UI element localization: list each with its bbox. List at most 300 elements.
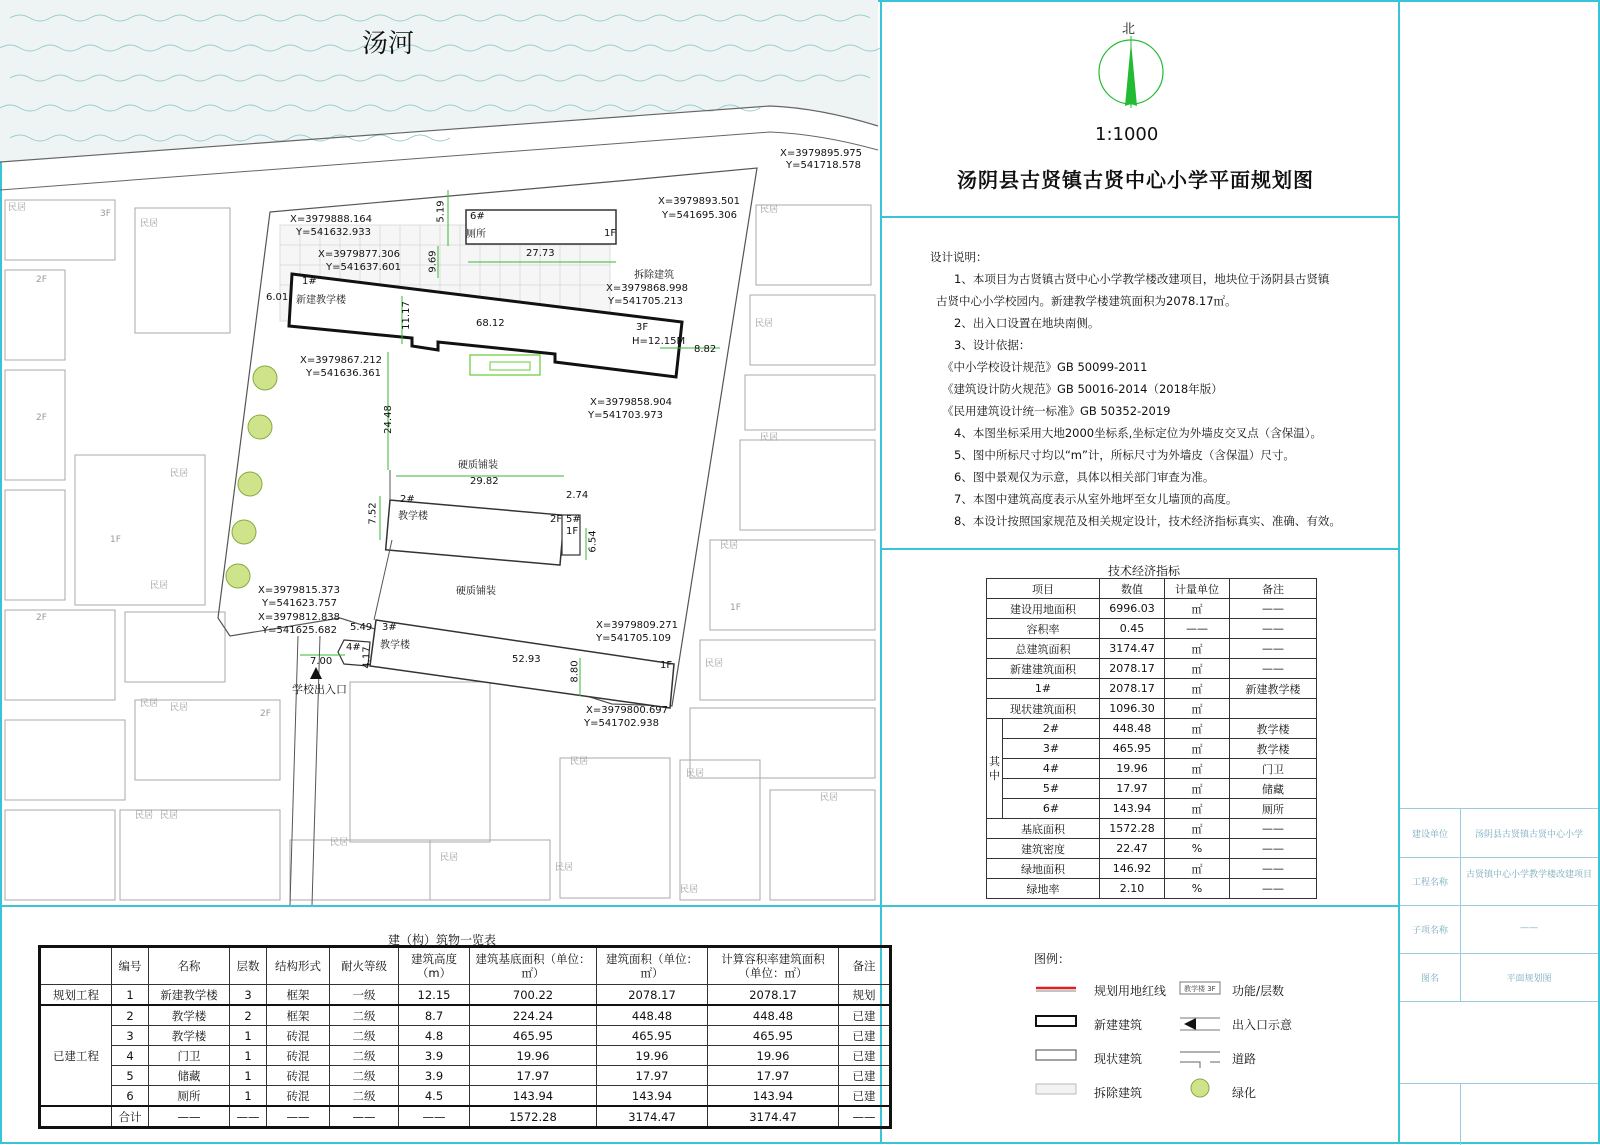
table-cell: 2.10 — [1100, 879, 1165, 899]
coord-x-8: X=3979815.373 — [258, 585, 341, 596]
table-row — [987, 659, 1317, 679]
table-row — [40, 947, 891, 985]
dim-52-93: 52.93 — [512, 654, 541, 665]
table-row — [987, 799, 1317, 819]
table-cell: 4 — [112, 1046, 149, 1066]
side-value: —— — [1520, 923, 1538, 933]
table-cell: 1 — [230, 1046, 267, 1066]
coord-y-6: Y=541636.361 — [306, 368, 381, 379]
svg-text:民居: 民居 — [760, 433, 779, 443]
table-cell: 建筑基底面积（单位：㎡） — [470, 947, 597, 985]
note-line: 《民用建筑设计统一标准》GB 50352-2019 — [942, 404, 1171, 418]
table-cell: —— — [1230, 839, 1317, 859]
table-cell: —— — [1230, 819, 1317, 839]
scale-label: 1:1000 — [1095, 124, 1159, 145]
new-building-icon — [1036, 1016, 1076, 1026]
table-cell: 备注 — [839, 947, 891, 985]
svg-text:2F: 2F — [260, 709, 271, 719]
coord-y-10: Y=541705.109 — [596, 633, 671, 644]
note-line: 古贤中心小学校园内。新建教学楼建筑面积为2078.17㎡。 — [936, 294, 1237, 308]
table-row — [987, 839, 1317, 859]
table-cell: 新建教学楼 — [1230, 679, 1317, 699]
label-b3-floors: 1F — [660, 660, 673, 671]
divider-table — [0, 905, 882, 907]
coord-x-2: X=3979893.501 — [658, 196, 741, 207]
tech-table — [986, 578, 1317, 899]
table-cell: —— — [1230, 619, 1317, 639]
svg-text:3F: 3F — [100, 209, 111, 219]
table-cell: 2 — [230, 1005, 267, 1026]
table-cell: 二级 — [330, 1046, 399, 1066]
table-cell: 砖混 — [267, 1086, 330, 1107]
svg-text:民居: 民居 — [680, 885, 699, 895]
coord-y-2: Y=541695.306 — [662, 210, 737, 221]
label-b5: 5# — [566, 514, 581, 525]
svg-text:民居: 民居 — [140, 219, 159, 229]
table-cell: 19.96 — [1100, 759, 1165, 779]
table-cell: —— — [839, 1106, 891, 1128]
table-cell: 1 — [230, 1086, 267, 1107]
table-cell: 建筑高度（m） — [399, 947, 470, 985]
table-cell: 448.48 — [597, 1005, 708, 1026]
table-cell: 1096.30 — [1100, 699, 1165, 719]
demolish-building-icon — [1036, 1084, 1076, 1094]
table-row — [987, 699, 1317, 719]
greenery-icon — [1191, 1079, 1209, 1097]
legend-label: 拆除建筑 — [1094, 1086, 1143, 1100]
dim-9-69: 9.69 — [427, 250, 439, 273]
table-cell: 4# — [1003, 759, 1100, 779]
table-cell: 465.95 — [470, 1026, 597, 1046]
table-cell: 基底面积 — [987, 819, 1100, 839]
svg-text:民居: 民居 — [150, 581, 169, 591]
label-b3-name: 教学楼 — [380, 640, 410, 651]
tech-table-caption: 技术经济指标 — [1108, 564, 1181, 578]
table-cell: 17.97 — [470, 1066, 597, 1086]
table-cell: 4.8 — [399, 1026, 470, 1046]
north-arrow-icon — [1093, 34, 1173, 114]
svg-text:民居: 民居 — [170, 703, 189, 713]
table-cell: 建设用地面积 — [987, 599, 1100, 619]
table-row — [40, 1026, 891, 1046]
table-cell: 规划 — [839, 985, 891, 1006]
table-cell: 一级 — [330, 985, 399, 1006]
table-cell: 门卫 — [1230, 759, 1317, 779]
label-b2-floors: 2F — [550, 514, 563, 525]
note-line: 5、图中所标尺寸均以“m”计，所标尺寸为外墙皮（含保温）尺寸。 — [954, 448, 1295, 462]
table-row — [987, 859, 1317, 879]
table-cell: 砖混 — [267, 1026, 330, 1046]
table-cell: 2078.17 — [597, 985, 708, 1006]
note-line: 设计说明： — [930, 250, 988, 264]
side-label: 图名 — [1420, 974, 1439, 984]
svg-text:2F: 2F — [36, 275, 47, 285]
dim-6-54: 6.54 — [587, 530, 599, 553]
table-cell: 现状建筑面积 — [987, 699, 1100, 719]
coord-y-9: Y=541625.682 — [262, 625, 337, 636]
dim-5-19: 5.19 — [435, 200, 447, 223]
table-cell: —— — [1165, 619, 1230, 639]
table-cell: 1572.28 — [1100, 819, 1165, 839]
table-cell: 建筑密度 — [987, 839, 1100, 859]
table-cell: 3 — [112, 1026, 149, 1046]
table-cell: 教学楼 — [1230, 739, 1317, 759]
table-cell: ㎡ — [1165, 859, 1230, 879]
table-cell: 已建 — [839, 1005, 891, 1026]
table-cell: 名称 — [149, 947, 230, 985]
label-b2: 2# — [400, 494, 415, 505]
note-line: 8、本设计按照国家规范及相关规定设计，技术经济指标真实、准确、有效。 — [954, 514, 1341, 528]
road-icon — [1180, 1052, 1220, 1068]
table-cell: 新建建筑面积 — [987, 659, 1100, 679]
table-cell: 建筑面积（单位：㎡） — [597, 947, 708, 985]
label-b6-name: 厕所 — [466, 229, 486, 240]
group-planned: 规划工程 — [40, 985, 112, 1006]
table-row — [987, 879, 1317, 899]
label-b1-floors: 3F — [636, 322, 649, 333]
table-cell: 3174.47 — [597, 1106, 708, 1128]
note-line: 6、图中景观仅为示意，具体以相关部门审查为准。 — [954, 470, 1215, 484]
table-cell: 22.47 — [1100, 839, 1165, 859]
table-cell: —— — [149, 1106, 230, 1128]
table-cell: 3# — [1003, 739, 1100, 759]
table-cell: 储藏 — [149, 1066, 230, 1086]
group-label: 其中 — [987, 719, 1003, 819]
dim-68-12: 68.12 — [476, 318, 505, 329]
table-header: 备注 — [1230, 579, 1317, 599]
table-cell: 465.95 — [597, 1026, 708, 1046]
table-cell: 厕所 — [1230, 799, 1317, 819]
table-row — [40, 1005, 891, 1026]
label-b1-height: H=12.15M — [632, 336, 686, 347]
table-cell: 储藏 — [1230, 779, 1317, 799]
table-cell: —— — [399, 1106, 470, 1128]
table-cell: 12.15 — [399, 985, 470, 1006]
table-cell: 5 — [112, 1066, 149, 1086]
table-cell: 465.95 — [708, 1026, 839, 1046]
svg-text:民居: 民居 — [720, 541, 739, 551]
table-cell: 17.97 — [597, 1066, 708, 1086]
table-cell: 143.94 — [708, 1086, 839, 1107]
svg-text:民居: 民居 — [705, 659, 724, 669]
table-cell: 0.45 — [1100, 619, 1165, 639]
label-demolish: 拆除建筑 — [634, 270, 674, 281]
legend-label: 规划用地红线 — [1094, 984, 1167, 998]
side-value: 平面规划图 — [1506, 974, 1552, 984]
function-floor-sample: 教学楼 3F — [1184, 985, 1216, 993]
table-cell: 6# — [1003, 799, 1100, 819]
table-cell: 已建 — [839, 1046, 891, 1066]
svg-text:1F: 1F — [110, 535, 121, 545]
table-cell: 教学楼 — [149, 1026, 230, 1046]
note-line: 《中小学校设计规范》GB 50099-2011 — [942, 360, 1148, 374]
table-cell: 1 — [112, 985, 149, 1006]
label-b3: 3# — [382, 622, 397, 633]
svg-text:民居: 民居 — [686, 769, 705, 779]
table-cell: 计算容积率建筑面积（单位：㎡） — [708, 947, 839, 985]
note-line: 2、出入口设置在地块南侧。 — [954, 316, 1100, 330]
coord-y-5: Y=541705.213 — [608, 296, 683, 307]
table-cell: 门卫 — [149, 1046, 230, 1066]
table-header: 计量单位 — [1165, 579, 1230, 599]
coord-x-11: X=3979800.697 — [586, 705, 669, 716]
table-row — [40, 1066, 891, 1086]
svg-text:民居: 民居 — [555, 863, 574, 873]
svg-text:民居: 民居 — [820, 793, 839, 803]
dim-8-80: 8.80 — [569, 660, 581, 683]
north-label: 北 — [1122, 22, 1136, 37]
design-notes — [930, 246, 1380, 532]
table-cell: 已建 — [839, 1026, 891, 1046]
table-cell: 教学楼 — [149, 1005, 230, 1026]
table-cell: 3174.47 — [1100, 639, 1165, 659]
svg-text:1F: 1F — [730, 603, 741, 613]
table-cell: 3.9 — [399, 1066, 470, 1086]
coord-y-4: Y=541637.601 — [326, 262, 401, 273]
svg-text:民居: 民居 — [140, 699, 159, 709]
dim-2-74: 2.74 — [566, 490, 589, 501]
table-cell: ㎡ — [1165, 719, 1230, 739]
table-row — [987, 819, 1317, 839]
table-cell: 2078.17 — [1100, 679, 1165, 699]
table-row — [987, 619, 1317, 639]
table-cell: 5# — [1003, 779, 1100, 799]
table-cell: 8.7 — [399, 1005, 470, 1026]
svg-text:民居: 民居 — [8, 203, 27, 213]
legend-label: 新建建筑 — [1094, 1018, 1143, 1032]
legend-symbols — [1034, 972, 1334, 1112]
dim-7-00: 7.00 — [310, 656, 333, 667]
dim-4-17: 4.17 — [361, 646, 373, 669]
label-paving-1: 硬质铺装 — [458, 460, 498, 471]
label-b4: 4# — [346, 642, 361, 653]
table-cell: 砖混 — [267, 1046, 330, 1066]
table-cell: 2078.17 — [1100, 659, 1165, 679]
table-cell: 框架 — [267, 1005, 330, 1026]
dim-11-17: 11.17 — [400, 301, 412, 330]
table-cell: 1# — [987, 679, 1100, 699]
table-cell: % — [1165, 879, 1230, 899]
table-cell: ㎡ — [1165, 639, 1230, 659]
table-cell: ㎡ — [1165, 799, 1230, 819]
side-value: 汤阴县古贤镇古贤中心小学 — [1474, 830, 1583, 840]
table-cell: 总建筑面积 — [987, 639, 1100, 659]
coord-x-1: X=3979895.975 — [780, 148, 863, 159]
note-line: 4、本图坐标采用大地2000坐标系,坐标定位为外墙皮交叉点（含保温）。 — [954, 426, 1322, 440]
table-row — [987, 739, 1317, 759]
table-cell: 已建 — [839, 1086, 891, 1107]
label-entrance: 学校出入口 — [292, 683, 347, 696]
table-cell: 143.94 — [1100, 799, 1165, 819]
table-cell: ㎡ — [1165, 779, 1230, 799]
table-cell: 层数 — [230, 947, 267, 985]
table-cell: 二级 — [330, 1066, 399, 1086]
table-cell: ㎡ — [1165, 759, 1230, 779]
table-cell: 224.24 — [470, 1005, 597, 1026]
label-b1-name: 新建教学楼 — [296, 295, 346, 306]
table-row — [40, 1106, 891, 1128]
title-block — [1400, 808, 1598, 1145]
svg-text:2F: 2F — [36, 413, 47, 423]
table-cell: —— — [1230, 859, 1317, 879]
table-row — [40, 1046, 891, 1066]
table-cell: 容积率 — [987, 619, 1100, 639]
legend-label: 现状建筑 — [1094, 1052, 1143, 1066]
table-row — [987, 639, 1317, 659]
entrance-icon — [1184, 1018, 1196, 1030]
table-cell: 17.97 — [708, 1066, 839, 1086]
coord-y-8: Y=541623.757 — [262, 598, 337, 609]
coord-y-7: Y=541703.973 — [588, 410, 663, 421]
svg-text:民居: 民居 — [760, 205, 779, 215]
table-cell: 6996.03 — [1100, 599, 1165, 619]
table-cell: —— — [267, 1106, 330, 1128]
table-cell: 700.22 — [470, 985, 597, 1006]
coord-x-5: X=3979868.998 — [606, 283, 689, 294]
label-b6-floors: 1F — [604, 228, 617, 239]
label-b5-floors: 1F — [566, 526, 579, 537]
dim-29-82: 29.82 — [470, 476, 499, 487]
legend-label: 绿化 — [1232, 1086, 1257, 1100]
table-cell: 框架 — [267, 985, 330, 1006]
table-cell: ㎡ — [1165, 819, 1230, 839]
table-cell: 编号 — [112, 947, 149, 985]
table-cell: 教学楼 — [1230, 719, 1317, 739]
table-cell: —— — [230, 1106, 267, 1128]
svg-text:民居: 民居 — [330, 838, 349, 848]
table-cell: ㎡ — [1165, 659, 1230, 679]
building-table — [38, 945, 892, 1129]
legend-label: 出入口示意 — [1232, 1018, 1293, 1032]
table-cell: —— — [1230, 599, 1317, 619]
table-row — [40, 985, 891, 1006]
table-cell: —— — [1230, 659, 1317, 679]
legend-label: 功能/层数 — [1232, 984, 1285, 998]
table-header: 项目 — [987, 579, 1100, 599]
table-cell: 结构形式 — [267, 947, 330, 985]
table-row — [987, 759, 1317, 779]
table-cell: 砖混 — [267, 1066, 330, 1086]
table-cell: 143.94 — [597, 1086, 708, 1107]
group-built: 已建工程 — [40, 1005, 112, 1106]
svg-text:民居: 民居 — [440, 853, 459, 863]
table-row — [40, 1086, 891, 1107]
table-cell: 已建 — [839, 1066, 891, 1086]
coord-x-3: X=3979888.164 — [290, 214, 373, 225]
svg-text:民居: 民居 — [135, 811, 154, 821]
svg-text:民居: 民居 — [755, 319, 774, 329]
building-table-caption: 建（构）筑物一览表 — [388, 933, 497, 947]
existing-building-icon — [1036, 1050, 1076, 1060]
coord-y-11: Y=541702.938 — [584, 718, 659, 729]
table-row — [987, 719, 1317, 739]
table-header: 数值 — [1100, 579, 1165, 599]
svg-text:民居: 民居 — [170, 469, 189, 479]
table-cell: 厕所 — [149, 1086, 230, 1107]
table-cell: 143.94 — [470, 1086, 597, 1107]
table-cell: 19.96 — [597, 1046, 708, 1066]
table-cell: ㎡ — [1165, 679, 1230, 699]
table-cell: —— — [1230, 639, 1317, 659]
side-label: 子项名称 — [1411, 926, 1448, 936]
table-cell: 2 — [112, 1005, 149, 1026]
table-cell: 耐火等级 — [330, 947, 399, 985]
table-cell: 新建教学楼 — [149, 985, 230, 1006]
table-cell: ㎡ — [1165, 699, 1230, 719]
divider-title — [880, 216, 1400, 218]
table-cell: 19.96 — [470, 1046, 597, 1066]
divider-legend — [880, 905, 1400, 907]
coord-y-1: Y=541718.578 — [786, 160, 861, 171]
dim-6-01: 6.01 — [266, 292, 289, 303]
divider-notes — [880, 548, 1400, 550]
table-cell: 绿地面积 — [987, 859, 1100, 879]
table-cell: 448.48 — [708, 1005, 839, 1026]
dim-24-48: 24.48 — [382, 405, 394, 434]
table-cell: —— — [1230, 879, 1317, 899]
label-paving-2: 硬质铺装 — [456, 586, 496, 597]
dim-8-82: 8.82 — [694, 344, 717, 355]
table-cell: 4.5 — [399, 1086, 470, 1107]
river-label: 汤河 — [362, 29, 415, 59]
table-cell: 465.95 — [1100, 739, 1165, 759]
table-cell: 2# — [1003, 719, 1100, 739]
table-cell: 二级 — [330, 1086, 399, 1107]
side-label: 工程名称 — [1411, 878, 1448, 888]
table-cell: ㎡ — [1165, 739, 1230, 759]
plan-labels — [0, 0, 880, 905]
dim-5-49: 5.49 — [350, 622, 373, 633]
table-cell: 1 — [230, 1066, 267, 1086]
side-value: 古贤镇中心小学教学楼改建项目 — [1465, 870, 1592, 880]
table-cell: ㎡ — [1165, 599, 1230, 619]
side-label: 建设单位 — [1411, 830, 1448, 840]
table-cell: 17.97 — [1100, 779, 1165, 799]
table-cell: 二级 — [330, 1026, 399, 1046]
table-cell — [1230, 699, 1317, 719]
svg-text:民居: 民居 — [160, 811, 179, 821]
table-cell: 2078.17 — [708, 985, 839, 1006]
table-cell: 1 — [230, 1026, 267, 1046]
table-cell: 二级 — [330, 1005, 399, 1026]
table-cell: 6 — [112, 1086, 149, 1107]
note-line: 3、设计依据： — [954, 338, 1031, 352]
label-b1: 1# — [302, 276, 317, 287]
note-line: 7、本图中建筑高度表示从室外地坪至女儿墙顶的高度。 — [954, 492, 1238, 506]
table-cell: 448.48 — [1100, 719, 1165, 739]
coord-x-10: X=3979809.271 — [596, 620, 679, 631]
legend-title: 图例： — [1034, 952, 1071, 966]
table-row — [987, 579, 1317, 599]
table-cell: 3 — [230, 985, 267, 1006]
table-cell: 3.9 — [399, 1046, 470, 1066]
coord-x-7: X=3979858.904 — [590, 397, 673, 408]
dim-27-73: 27.73 — [526, 248, 555, 259]
table-cell: —— — [330, 1106, 399, 1128]
svg-text:2F: 2F — [36, 613, 47, 623]
table-cell: 146.92 — [1100, 859, 1165, 879]
svg-text:民居: 民居 — [570, 757, 589, 767]
label-b2-name: 教学楼 — [398, 511, 428, 522]
table-cell: 绿地率 — [987, 879, 1100, 899]
table-cell: 19.96 — [708, 1046, 839, 1066]
legend-label: 道路 — [1232, 1052, 1257, 1066]
dim-7-52: 7.52 — [367, 502, 379, 525]
label-b6: 6# — [470, 211, 485, 222]
coord-x-4: X=3979877.306 — [318, 249, 401, 260]
note-line: 1、本项目为古贤镇古贤中心小学教学楼改建项目，地块位于汤阴县古贤镇 — [954, 272, 1330, 286]
table-cell: 合计 — [112, 1106, 149, 1128]
